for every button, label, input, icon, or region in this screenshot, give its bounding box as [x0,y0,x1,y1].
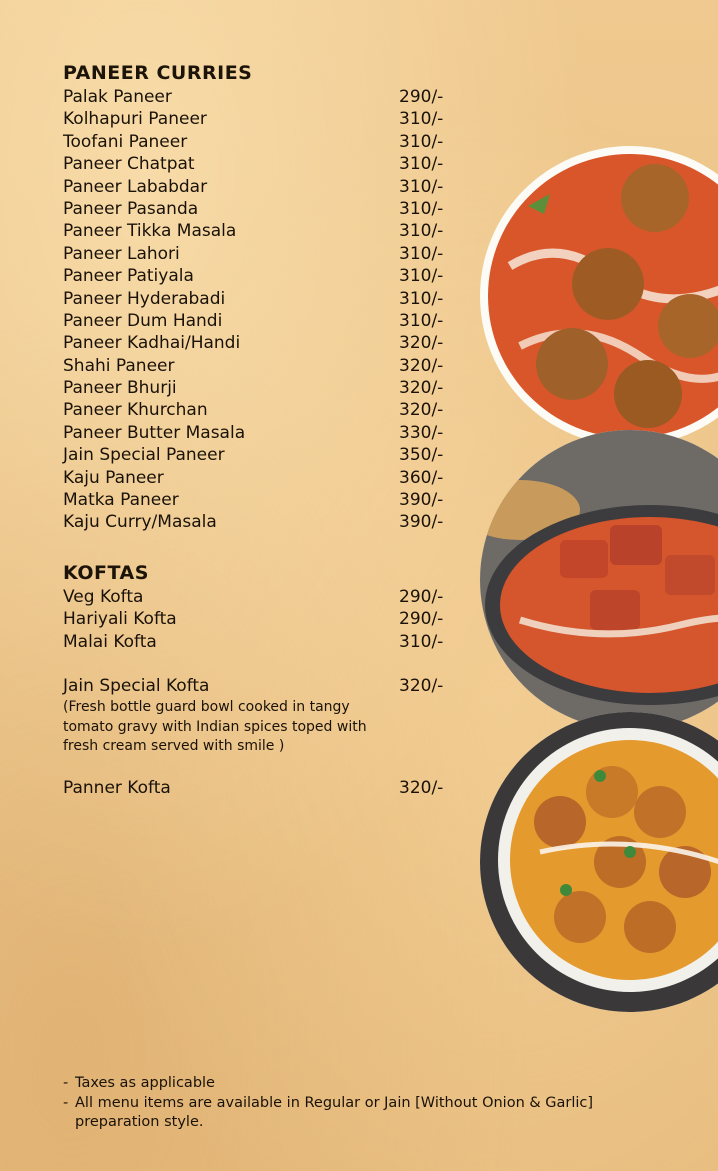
item-name: Paneer Kadhai/Handi [63,333,241,354]
item-price: 290/- [399,87,444,107]
menu-column [63,60,463,799]
item-price: 310/- [399,631,444,652]
menu-item [63,243,463,265]
menu-item [63,467,463,489]
item-price: 320/- [399,400,444,421]
item-name: Hariyali Kofta [63,609,177,630]
menu-item [63,608,463,630]
item-price: 310/- [399,288,444,309]
menu-item [63,586,463,608]
item-price: 320/- [399,378,444,399]
menu-item [63,288,463,310]
item-price: 320/- [399,355,444,376]
menu-item [63,310,463,332]
item-price: 390/- [399,512,444,533]
paneer-curries-list [63,86,463,534]
item-price: 310/- [399,221,444,242]
item-name: Paneer Chatpat [63,154,195,175]
item-name: Paneer Lababdar [63,176,208,197]
malai-kofta-image [480,712,718,1012]
item-price: 320/- [399,333,444,354]
footer-notes [63,1074,663,1133]
koftas-list [63,586,463,653]
item-price: 290/- [399,586,444,607]
item-description: (Fresh bottle guard bowl cooked in tangy tomato gravy with Indian spices toped with fresh cream served with smile ) [63,699,367,755]
item-price: 390/- [399,490,444,511]
menu-item [63,86,463,108]
item-price: 310/- [399,243,444,264]
item-price: 350/- [399,445,444,466]
item-name: Malai Kofta [63,631,157,652]
item-name: Kaju Curry/Masala [63,512,217,533]
menu-item [63,355,463,377]
item-name: Matka Paneer [63,490,179,511]
item-price: 290/- [399,609,444,630]
item-name: Panner Kofta [63,777,171,798]
menu-item [63,511,463,533]
item-price: 310/- [399,109,444,130]
menu-item [63,377,463,399]
menu-item [63,631,463,653]
menu-item [63,444,463,466]
footer-note: - Taxes as applicable [63,1075,215,1091]
menu-item [63,675,463,697]
item-price: 320/- [399,675,444,696]
koftas-title: KOFTAS [63,561,149,584]
menu-item [63,399,463,421]
item-name: Paneer Lahori [63,243,180,264]
item-price: 310/- [399,131,444,152]
item-name: Paneer Dum Handi [63,310,223,331]
item-price: 320/- [399,777,444,798]
paneer-curries-title: PANEER CURRIES [63,62,253,84]
item-name: Jain Special Kofta [63,675,210,696]
item-price: 310/- [399,154,444,175]
menu-item [63,777,463,799]
menu-item [63,153,463,175]
menu-item [63,422,463,444]
menu-item [63,220,463,242]
item-price: 330/- [399,422,444,443]
menu-item [63,265,463,287]
footer-note: - All menu items are available in Regular or Jain [Without Onion & Garlic] preparation style. [63,1094,594,1130]
item-name: Kaju Paneer [63,467,164,488]
item-name: Paneer Hyderabadi [63,288,226,309]
item-name: Paneer Tikka Masala [63,221,237,242]
menu-item [63,108,463,130]
kofta-red-gravy-image [480,146,718,446]
item-name: Paneer Bhurji [63,378,177,399]
menu-item [63,332,463,354]
menu-item [63,198,463,220]
paneer-tikka-image [480,430,718,730]
item-price: 360/- [399,467,444,488]
item-name: Shahi Paneer [63,355,175,376]
item-name: Toofani Paneer [63,131,188,152]
item-price: 310/- [399,198,444,219]
menu-item [63,176,463,198]
item-name: Paneer Khurchan [63,400,208,421]
menu-item [63,131,463,153]
item-price: 310/- [399,266,444,287]
item-price: 310/- [399,176,444,197]
item-name: Veg Kofta [63,586,144,607]
item-name: Palak Paneer [63,87,172,107]
item-name: Kolhapuri Paneer [63,109,207,130]
item-name: Paneer Patiyala [63,266,194,287]
item-price: 310/- [399,310,444,331]
item-name: Jain Special Paneer [63,445,225,466]
menu-item [63,489,463,511]
item-name: Paneer Butter Masala [63,422,246,443]
item-name: Paneer Pasanda [63,198,199,219]
